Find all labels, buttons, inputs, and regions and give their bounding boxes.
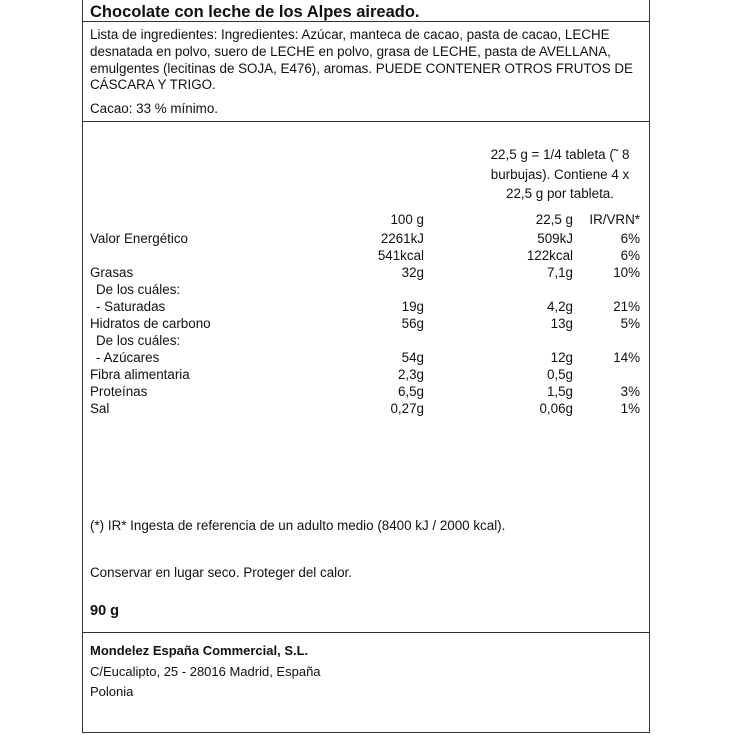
- serving-line-3: 22,5 g por tableta.: [506, 186, 614, 201]
- serving-info: [480, 145, 640, 204]
- nutrition-row: [0, 265, 735, 282]
- value-per-serving: 122kcal: [526, 248, 573, 263]
- nutrient-label: Hidratos de carbono: [90, 316, 211, 331]
- nutrient-label: Sal: [90, 401, 110, 416]
- value-per-serving: 509kJ: [537, 231, 573, 246]
- value-per-serving: 0,5g: [546, 367, 573, 382]
- company-address: C/Eucalipto, 25 - 28016 Madrid, España: [90, 664, 321, 679]
- value-per-serving: 13g: [550, 316, 573, 331]
- value-per-100g: 19g: [401, 299, 424, 314]
- value-per-100g: 56g: [401, 316, 424, 331]
- header-per-100g: 100 g: [390, 212, 424, 227]
- value-per-100g: 54g: [401, 350, 424, 365]
- nutrition-row: [0, 333, 735, 350]
- nutrition-row: [0, 350, 735, 367]
- value-reference-intake: 6%: [620, 231, 640, 246]
- value-per-100g: 2,3g: [397, 367, 424, 382]
- nutrient-label: De los cuáles:: [96, 282, 181, 297]
- serving-line-1: 22,5 g = 1/4 tableta (˜ 8: [490, 147, 630, 162]
- value-per-serving: 12g: [550, 350, 573, 365]
- company-name: Mondelez España Commercial, S.L.: [90, 643, 309, 658]
- value-per-100g: 32g: [401, 265, 424, 280]
- nutrition-row: [0, 367, 735, 384]
- header-per-serving: 22,5 g: [535, 212, 573, 227]
- ingredients-divider: [83, 121, 649, 122]
- nutrition-row: [0, 316, 735, 333]
- nutrient-label: Fibra alimentaria: [90, 367, 190, 382]
- country-of-origin: Polonia: [90, 684, 134, 699]
- value-per-serving: 7,1g: [546, 265, 573, 280]
- nutrition-row: [0, 384, 735, 401]
- value-per-100g: 2261kJ: [380, 231, 424, 246]
- nutrient-label: - Azúcares: [96, 350, 160, 365]
- storage-instructions: Conservar en lugar seco. Proteger del calor.: [90, 565, 352, 580]
- value-reference-intake: 3%: [620, 384, 640, 399]
- nutrient-label: - Saturadas: [96, 299, 166, 314]
- value-per-100g: 6,5g: [397, 384, 424, 399]
- nutrition-row: [0, 299, 735, 316]
- value-per-serving: 1,5g: [546, 384, 573, 399]
- value-reference-intake: 1%: [620, 401, 640, 416]
- company-divider: [83, 632, 649, 633]
- nutrition-row: [0, 282, 735, 299]
- nutrition-row: [0, 231, 735, 248]
- nutrition-row: [0, 248, 735, 265]
- product-title: Chocolate con leche de los Alpes aireado.: [90, 3, 420, 21]
- ingredients-list: Lista de ingredientes: Ingredientes: Azúcar, manteca de cacao, pasta de cacao, LECHE desnatada en polvo, suero de LECHE en polvo, grasa de LECHE, pasta de AVELLANA, emulgentes (lecitinas de SOJA, E476), aromas. PUEDE CONTENER OTROS FRUTOS DE CÁSCARA Y TRIGO.: [90, 27, 633, 93]
- value-reference-intake: 21%: [613, 299, 640, 314]
- value-reference-intake: 5%: [620, 316, 640, 331]
- net-weight: 90 g: [90, 603, 120, 619]
- nutrition-header-row: [0, 212, 735, 229]
- nutrition-row: [0, 401, 735, 418]
- value-per-serving: 0,06g: [539, 401, 573, 416]
- value-reference-intake: 6%: [620, 248, 640, 263]
- nutrient-label: Valor Energético: [90, 231, 189, 246]
- nutrient-label: Grasas: [90, 265, 134, 280]
- nutrient-label: Proteínas: [90, 384, 148, 399]
- serving-line-2: burbujas). Contiene 4 x: [490, 166, 630, 182]
- value-per-100g: 541kcal: [377, 248, 424, 263]
- reference-intake-footnote: (*) IR* Ingesta de referencia de un adulto medio (8400 kJ / 2000 kcal).: [90, 518, 506, 533]
- header-reference-intake: IR/VRN*: [589, 212, 640, 227]
- value-per-100g: 0,27g: [390, 401, 424, 416]
- nutrient-label: De los cuáles:: [96, 333, 181, 348]
- cacao-content: Cacao: 33 % mínimo.: [90, 101, 219, 116]
- value-reference-intake: 10%: [613, 265, 640, 280]
- value-reference-intake: 14%: [613, 350, 640, 365]
- value-per-serving: 4,2g: [546, 299, 573, 314]
